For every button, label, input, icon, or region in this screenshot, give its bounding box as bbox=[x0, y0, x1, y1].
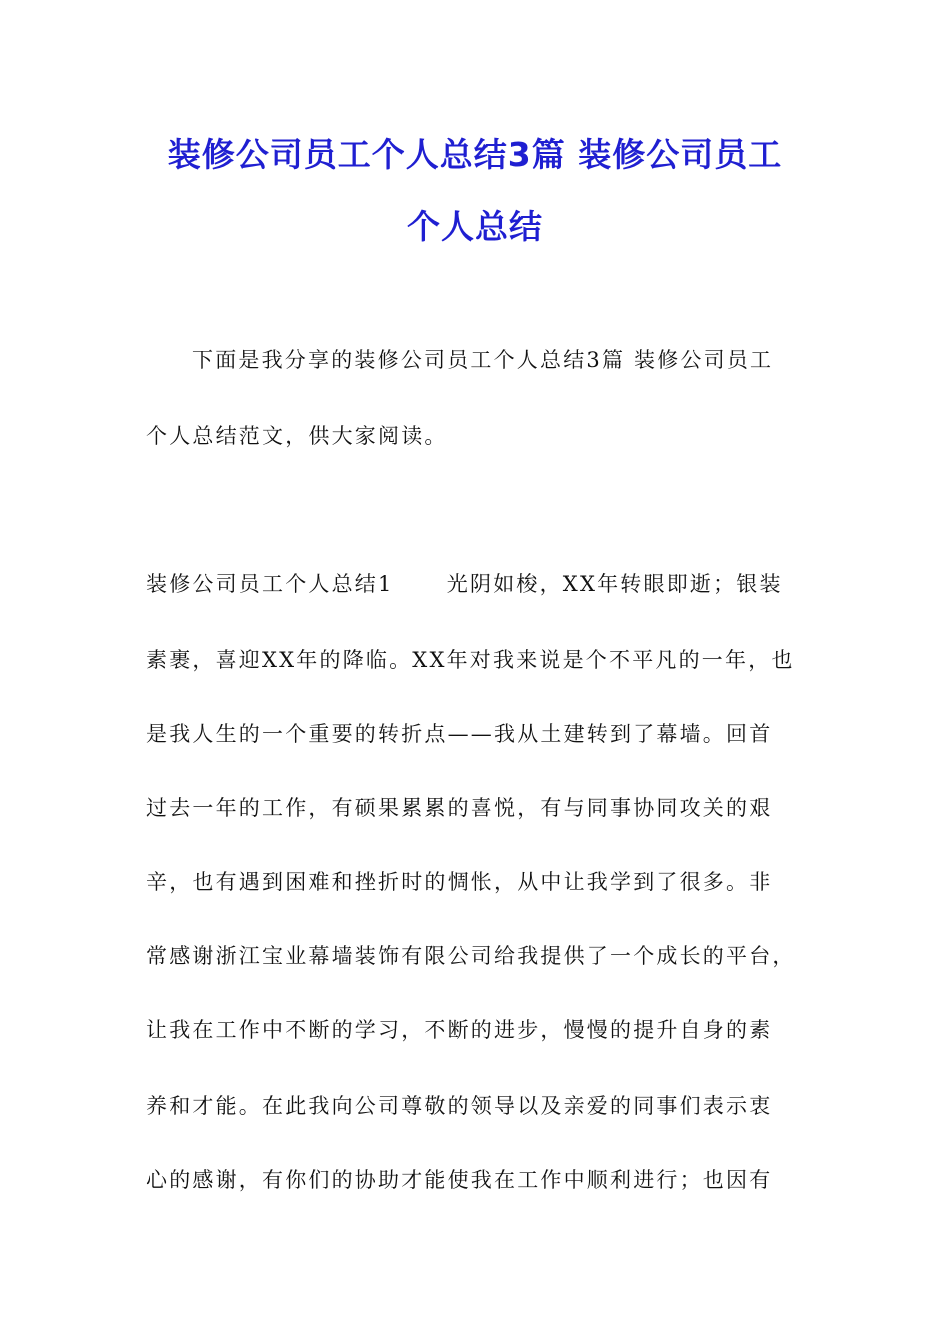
body-line-9: 心的感谢，有你们的协助才能使我在工作中顺利进行；也因有 bbox=[146, 1168, 773, 1192]
document-title-line-1: 装修公司员工个人总结3篇 装修公司员工 bbox=[167, 135, 783, 174]
body-line-2: 素裹，喜迎XX年的降临。XX年对我来说是个不平凡的一年，也 bbox=[146, 648, 795, 672]
body-line-1: 装修公司员工个人总结1 光阴如梭，XX年转眼即逝；银装 bbox=[146, 572, 783, 596]
body-line-4: 过去一年的工作，有硕果累累的喜悦，有与同事协同攻关的艰 bbox=[146, 796, 773, 820]
body-line-7: 让我在工作中不断的学习，不断的进步，慢慢的提升自身的素 bbox=[146, 1018, 773, 1042]
body-line-5: 辛，也有遇到困难和挫折时的惆怅，从中让我学到了很多。非 bbox=[146, 870, 773, 894]
body-line-8: 养和才能。在此我向公司尊敬的领导以及亲爱的同事们表示衷 bbox=[146, 1094, 773, 1118]
intro-line-1: 下面是我分享的装修公司员工个人总结3篇 装修公司员工 bbox=[192, 348, 774, 372]
body-line-6: 常感谢浙江宝业幕墙装饰有限公司给我提供了一个成长的平台， bbox=[146, 944, 796, 968]
intro-line-2: 个人总结范文，供大家阅读。 bbox=[146, 424, 448, 448]
document-title-line-2: 个人总结 bbox=[407, 207, 543, 246]
body-line-3: 是我人生的一个重要的转折点——我从土建转到了幕墙。回首 bbox=[146, 722, 773, 746]
